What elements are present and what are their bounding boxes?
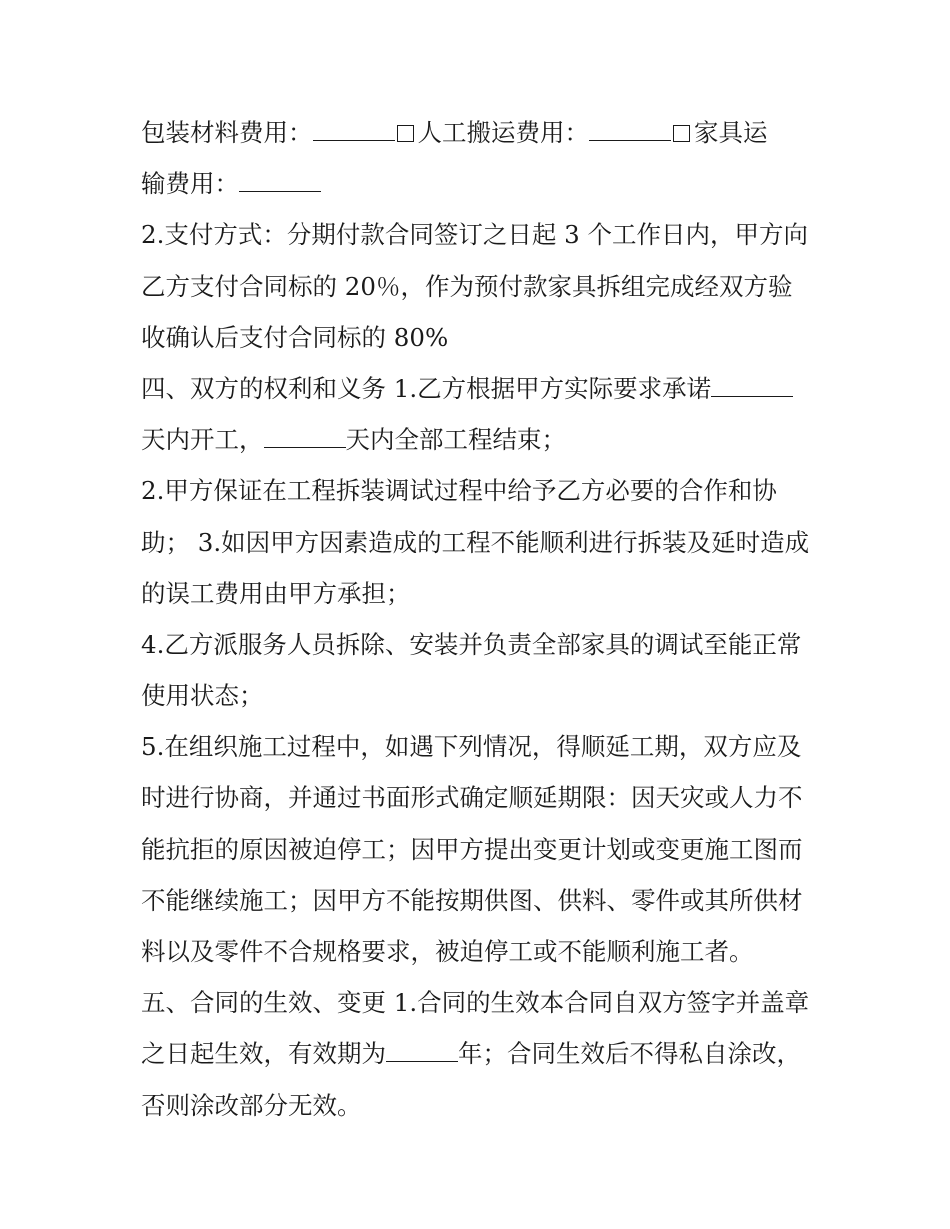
transport-fee-label-part2: 输费用： (141, 169, 239, 199)
text-line-10: 的误工费用由甲方承担； (141, 578, 411, 608)
text-line-9: 助； 3.如因甲方因素造成的工程不能顺利进行拆装及延时造成 (141, 527, 810, 557)
validity-text: 之日起生效，有效期为 (141, 1039, 386, 1069)
text-line-17: 料以及零件不合规格要求，被迫停工或不能顺利施工者。 (141, 937, 754, 966)
validity-years-blank[interactable] (386, 1041, 458, 1062)
packaging-fee-label: 包装材料费用： (141, 118, 313, 147)
completion-days-blank[interactable] (264, 427, 346, 448)
packaging-fee-blank[interactable] (313, 120, 395, 141)
text-line-8: 2.甲方保证在工程拆装调试过程中给予乙方必要的合作和协 (141, 476, 777, 506)
text-line-5: 收确认后支付合同标的 80% (141, 322, 449, 352)
completion-text: 天内全部工程结束； (345, 425, 566, 455)
checkbox-icon[interactable] (397, 125, 414, 142)
checkbox-icon[interactable] (673, 125, 690, 142)
text-line-6 (141, 363, 821, 414)
section-four-heading: 四、双方的权利和义务 1.乙方根据甲方实际要求承诺 (141, 373, 712, 403)
text-line-11: 4.乙方派服务人员拆除、安装并负责全部家具的调试至能正常 (141, 629, 802, 659)
text-line-3: 2.支付方式：分期付款合同签订之日起 3 个工作日内，甲方向 (141, 220, 809, 250)
text-line-13: 5.在组织施工过程中，如遇下列情况，得顺延工期，双方应及 (141, 732, 802, 762)
labor-fee-blank[interactable] (589, 120, 671, 141)
text-line-18: 五、合同的生效、变更 1.合同的生效本合同自双方签字并盖章 (141, 988, 810, 1018)
transport-fee-label-part1: 家具运 (694, 118, 768, 147)
text-line-12: 使用状态； (141, 681, 264, 711)
labor-fee-label: 人工搬运费用： (417, 118, 589, 147)
text-line-2 (141, 158, 821, 209)
start-days-blank[interactable] (711, 376, 793, 397)
contract-text-body (141, 107, 821, 1131)
start-work-text: 天内开工， (141, 425, 264, 455)
text-line-1 (141, 107, 821, 158)
text-line-20: 否则涂改部分无效。 (141, 1090, 362, 1120)
text-line-16: 不能继续施工；因甲方不能按期供图、供料、零件或其所供材 (141, 885, 803, 915)
text-line-4: 乙方支付合同标的 20％，作为预付款家具拆组完成经双方验 (141, 271, 793, 301)
text-line-14: 时进行协商，并通过书面形式确定顺延期限：因天灾或人力不 (141, 783, 803, 813)
text-line-7 (141, 414, 821, 465)
text-line-15: 能抗拒的原因被迫停工；因甲方提出变更计划或变更施工图而 (141, 834, 803, 864)
text-line-19 (141, 1028, 821, 1079)
transport-fee-blank[interactable] (239, 171, 321, 192)
validity-text-end: 年；合同生效后不得私自涂改， (458, 1039, 801, 1069)
